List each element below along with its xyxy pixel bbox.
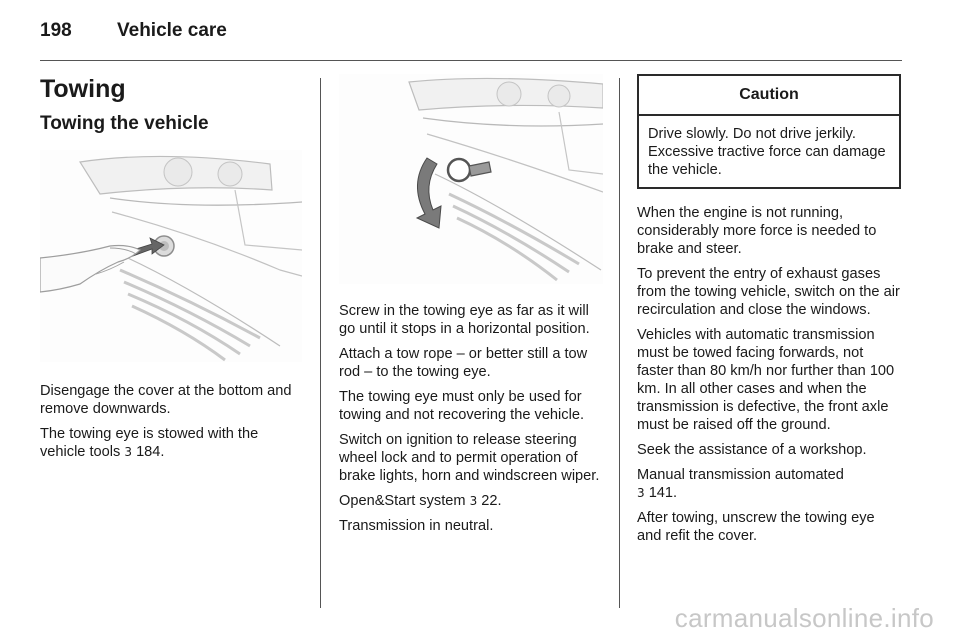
column-3 xyxy=(637,74,901,552)
paragraph: Attach a tow rope – or better still a tow rod – to the towing eye. xyxy=(339,346,588,380)
paragraph: When the engine is not running, considerably more force is needed to brake and steer. xyxy=(637,205,877,257)
paragraph: Transmission in neutral. xyxy=(339,518,494,534)
page-reference-icon: 3 xyxy=(469,494,478,508)
column-2 xyxy=(339,74,603,542)
caution-title: Caution xyxy=(639,76,899,116)
paragraph: Disengage the cover at the bottom and remove downwards. xyxy=(40,383,292,417)
paragraph: Vehicles with automatic transmission must be towed facing forwards, not faster than 80 km/h nor further than 100 km. In all other cases and when the transmission is defective, the front axle must be raised off the ground. xyxy=(637,327,895,433)
paragraph: Switch on ignition to release steering wheel lock and to permit operation of brake lights, horn and windscreen wiper. xyxy=(339,432,600,484)
paragraph: After towing, unscrew the towing eye and refit the cover. xyxy=(637,510,875,544)
bumper-cover-removal-illustration xyxy=(40,150,302,362)
section-title: Vehicle care xyxy=(117,20,227,41)
paragraph: The towing eye must only be used for towing and not recovering the vehicle. xyxy=(339,389,585,423)
watermark: carmanualsonline.info xyxy=(674,603,934,633)
paragraph: Screw in the towing eye as far as it will go until it stops in a horizontal position. xyxy=(339,303,590,337)
paragraph: Manual transmission automated 3 141. xyxy=(637,467,844,501)
chapter-heading: Towing xyxy=(40,75,126,103)
paragraph: Seek the assistance of a workshop. xyxy=(637,442,867,458)
caution-box xyxy=(637,74,901,189)
towing-eye-screw-illustration xyxy=(339,74,603,284)
page-header xyxy=(40,18,902,48)
header-divider xyxy=(40,60,902,61)
caution-text: Drive slowly. Do not drive jerkily. Excessive tractive force can damage the vehicle. xyxy=(648,126,886,178)
page-reference-icon: 3 xyxy=(124,445,133,459)
page-number: 198 xyxy=(40,20,72,41)
page-reference-icon: 3 xyxy=(637,486,645,500)
paragraph: The towing eye is stowed with the vehicle tools 3 184. xyxy=(40,426,259,460)
paragraph: Open&Start system 3 22. xyxy=(339,493,502,509)
paragraph: To prevent the entry of exhaust gases from the towing vehicle, switch on the air recirculation and close the windows. xyxy=(637,266,900,318)
subsection-heading: Towing the vehicle xyxy=(40,113,209,134)
column-divider-1 xyxy=(320,78,321,608)
column-1 xyxy=(40,74,302,468)
column-divider-2 xyxy=(619,78,620,608)
